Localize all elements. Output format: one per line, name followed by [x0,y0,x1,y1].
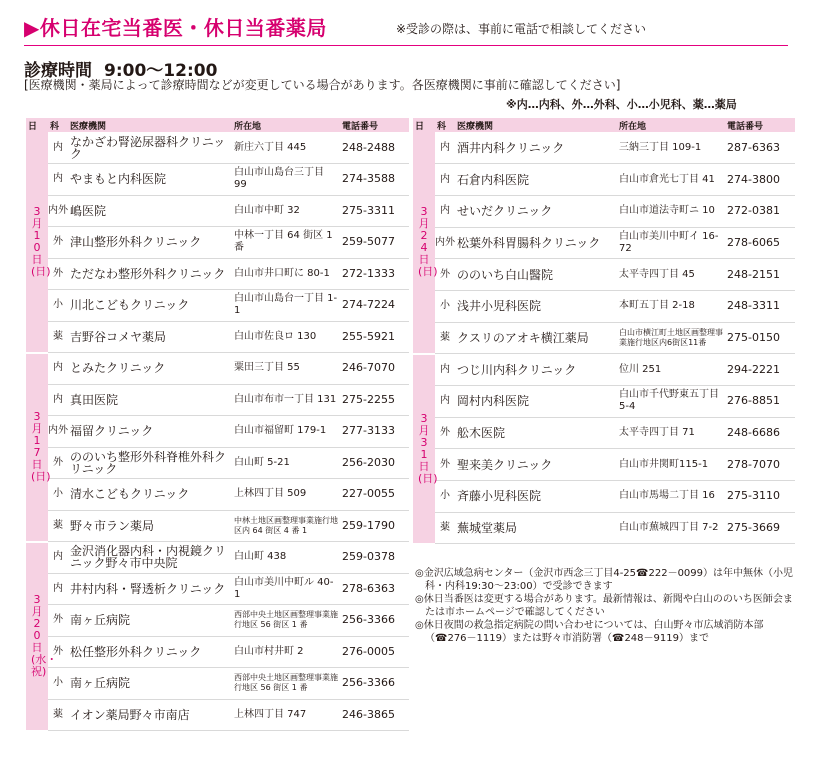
table-row [413,354,795,386]
facility-name: 清水こどもクリニック [68,479,232,511]
address-cell: 白山町 438 [232,542,340,574]
address-cell: 太平寺四丁目 71 [617,417,725,449]
facility-name: つじ川内科クリニック [455,354,617,386]
phone-number: 255-5921 [340,321,409,353]
table-row [26,164,409,196]
facility-name: 石倉内科医院 [455,164,617,196]
dept-cell: 外 [435,259,455,291]
table-row [26,668,409,700]
table-row [26,447,409,479]
phone-number: 256-3366 [340,605,409,637]
table-row [26,384,409,416]
dept-cell: 内 [48,353,68,385]
phone-number: 227-0055 [340,479,409,511]
phone-number: 272-1333 [340,258,409,290]
footer-note: ◎金沢広域急病センター（金沢市西念三丁目4-25☎222－0099）は年中無休（小児科・内科19:30～23:00）で受診できます [415,568,794,592]
col-address: 所在地 [232,118,340,132]
date-cell [413,354,438,544]
address-cell: 白山市蕪城四丁目 7-2 [617,512,725,544]
facility-name: 嶋医院 [68,195,232,227]
schedule-table-left [26,118,409,732]
dept-cell: 内 [48,384,68,416]
phone-number: 274-3588 [340,164,409,196]
phone-number: 275-2255 [340,384,409,416]
facility-name: 川北こどもクリニック [68,290,232,322]
phone-number: 294-2221 [725,354,795,386]
dept-cell: 内 [435,164,455,196]
table-row [26,290,409,322]
dept-cell: 外 [435,449,455,481]
dept-cell: 内 [435,354,455,386]
facility-name: 岡村内科医院 [455,386,617,418]
date-label: 3月31日(日) [418,411,438,485]
dept-cell: 内 [435,132,455,164]
table-row [413,322,795,354]
change-notice: [医療機関・薬局によって診療時間などが変更している場合があります。各医療機関に事前に確認してください] [24,78,621,92]
page-title: ▶休日在宅当番医・休日当番薬局 [24,16,327,40]
phone-number: 259-0378 [340,542,409,574]
col-facility: 医療機関 [68,118,232,132]
dept-cell: 内 [48,573,68,605]
address-cell: 白山市千代野東五丁目 5-4 [617,386,725,418]
page-header [24,12,794,52]
facility-name: 舩木医院 [455,417,617,449]
phone-number: 276-0005 [340,636,409,668]
dept-cell: 内 [435,386,455,418]
phone-number: 278-6065 [725,227,795,259]
address-cell: 上林四丁目 747 [232,699,340,731]
dept-cell: 薬 [48,510,68,542]
address-cell: 白山市横江町土地区画整理事業施行地区内6街区11番 [617,322,725,354]
dept-cell: 小 [48,668,68,700]
col-dept: 科 [48,118,68,132]
address-cell: 中林一丁目 64 街区 1 番 [232,227,340,259]
address-cell: 白山市中町 32 [232,195,340,227]
phone-number: 248-3311 [725,290,795,322]
table-row [413,195,795,227]
address-cell: 白山市佐良ロ 130 [232,321,340,353]
table-row [26,258,409,290]
facility-name: ののいち白山醫院 [455,259,617,291]
address-cell: 位川 251 [617,354,725,386]
phone-number: 256-2030 [340,447,409,479]
hours-time: 9:00～12:00 [104,61,218,81]
address-cell: 白山市倉光七丁目 41 [617,164,725,196]
dept-cell: 外 [48,636,68,668]
table-row [26,195,409,227]
table-row [413,164,795,196]
table-row [26,605,409,637]
dept-cell: 外 [48,447,68,479]
table-row [413,227,795,259]
table-header-row [26,118,409,132]
facility-name: 蕪城堂薬局 [455,512,617,544]
phone-number: 275-3311 [340,195,409,227]
address-cell: 中林土地区画整理事業施行地区内 64 街区 4 番 1 [232,510,340,542]
facility-name: ののいち整形外科脊椎外科クリニック [68,447,232,479]
table-header-row [413,118,795,132]
phone-number: 248-2151 [725,259,795,291]
address-cell: 白山市井関町115-1 [617,449,725,481]
address-cell: 白山町 5-21 [232,447,340,479]
dept-cell: 小 [48,290,68,322]
table-row [26,132,409,164]
table-row [413,417,795,449]
facility-name: せいだクリニック [455,195,617,227]
phone-number: 246-3865 [340,699,409,731]
table-row [26,636,409,668]
facility-name: 真田医院 [68,384,232,416]
dept-cell: 外 [48,605,68,637]
table-row [413,449,795,481]
table-row [26,353,409,385]
col-day: 日 [413,118,435,132]
phone-number: 278-7070 [725,449,795,481]
table-row [26,542,409,574]
address-cell: 本町五丁目 2-18 [617,290,725,322]
phone-number: 248-2488 [340,132,409,164]
consult-note: ※受診の際は、事前に電話で相談してください [396,22,647,36]
phone-number: 248-6686 [725,417,795,449]
address-cell: 白山市布市一丁目 131 [232,384,340,416]
facility-name: 松任整形外科クリニック [68,636,232,668]
col-day: 日 [26,118,48,132]
facility-name: 福留クリニック [68,416,232,448]
table-row [413,259,795,291]
facility-name: 斉藤小児科医院 [455,481,617,513]
hours-label: 診療時間 [24,61,92,81]
phone-number: 275-0150 [725,322,795,354]
table-row [413,290,795,322]
address-cell: 白山市井口町に 80-1 [232,258,340,290]
facility-name: とみたクリニック [68,353,232,385]
phone-number: 276-8851 [725,386,795,418]
dept-cell: 薬 [48,699,68,731]
dept-cell: 薬 [435,322,455,354]
facility-name: 井村内科・腎透析クリニック [68,573,232,605]
table-row [413,512,795,544]
address-cell: 白山市山島台一丁目 1-1 [232,290,340,322]
footer-notes [415,567,795,645]
footer-note: ◎休日夜間の救急指定病院の問い合わせについては、白山野々市広域消防本部（☎276－1119）または野々市消防署（☎248－9119）まで [415,620,764,644]
facility-name: 酒井内科クリニック [455,132,617,164]
address-cell: 白山市美川中町ル 40-1 [232,573,340,605]
facility-name: ただなわ整形外科クリニック [68,258,232,290]
dept-cell: 内 [48,132,68,164]
phone-number: 287-6363 [725,132,795,164]
facility-name: クスリのアオキ横江薬局 [455,322,617,354]
phone-number: 272-0381 [725,195,795,227]
table-row [413,481,795,513]
phone-number: 259-1790 [340,510,409,542]
table-row [26,510,409,542]
address-cell: 西部中央土地区画整理事業施行地区 56 街区 1 番 [232,668,340,700]
address-cell: 白山市馬場二丁目 16 [617,481,725,513]
table-row [26,416,409,448]
address-cell: 三納三丁目 109-1 [617,132,725,164]
facility-name: 津山整形外科クリニック [68,227,232,259]
facility-name: 野々市ラン薬局 [68,510,232,542]
phone-number: 274-3800 [725,164,795,196]
phone-number: 274-7224 [340,290,409,322]
date-label: 3月10日(日) [31,204,51,278]
table-row [26,699,409,731]
table-row [26,573,409,605]
dept-cell: 外 [48,227,68,259]
col-phone: 電話番号 [725,118,795,132]
schedule-table-right [413,118,795,545]
dept-cell: 内 [48,164,68,196]
address-cell: 粟田三丁目 55 [232,353,340,385]
phone-number: 275-3110 [725,481,795,513]
facility-name: 吉野谷コメヤ薬局 [68,321,232,353]
address-cell: 西部中央土地区画整理事業施行地区 56 街区 1 番 [232,605,340,637]
date-cell [26,542,58,731]
date-label: 3月20日(水・祝) [31,593,58,678]
footer-note: ◎休日当番医は変更する場合があります。最新情報は、新聞や白山ののいち医師会または市ホームページで確認してください [415,594,793,618]
dept-cell: 外 [435,417,455,449]
dept-cell: 小 [435,290,455,322]
table-row [413,132,795,164]
date-label: 3月24日(日) [418,205,438,279]
facility-name: 松葉外科胃腸科クリニック [455,227,617,259]
phone-number: 259-5077 [340,227,409,259]
table-row [26,321,409,353]
table-row [26,227,409,259]
header-rule [24,45,788,46]
phone-number: 246-7070 [340,353,409,385]
col-phone: 電話番号 [340,118,409,132]
phone-number: 256-3366 [340,668,409,700]
dept-cell: 薬 [48,321,68,353]
facility-name: やまもと内科医院 [68,164,232,196]
date-label: 3月17日(日) [31,410,51,483]
address-cell: 新庄六丁目 445 [232,132,340,164]
phone-number: 275-3669 [725,512,795,544]
col-dept: 科 [435,118,455,132]
facility-name: イオン薬局野々市南店 [68,699,232,731]
address-cell: 白山市美川中町イ 16-72 [617,227,725,259]
table-row [413,386,795,418]
facility-name: 南ヶ丘病院 [68,668,232,700]
address-cell: 白山市山島台三丁目 99 [232,164,340,196]
date-cell [413,132,438,354]
dept-cell: 内外 [435,227,455,259]
col-facility: 医療機関 [455,118,617,132]
col-address: 所在地 [617,118,725,132]
facility-name: なかざわ腎泌尿器科クリニック [68,132,232,164]
facility-name: 金沢消化器内科・内視鏡クリニック野々市中央院 [68,542,232,574]
address-cell: 白山市福留町 179-1 [232,416,340,448]
dept-legend: ※内…内科、外…外科、小…小児科、薬…薬局 [506,98,737,111]
phone-number: 277-3133 [340,416,409,448]
phone-number: 278-6363 [340,573,409,605]
address-cell: 太平寺四丁目 45 [617,259,725,291]
dept-cell: 内 [435,195,455,227]
address-cell: 上林四丁目 509 [232,479,340,511]
dept-cell: 小 [48,479,68,511]
date-cell [26,132,51,353]
dept-cell: 薬 [435,512,455,544]
table-row [26,479,409,511]
facility-name: 聖来美クリニック [455,449,617,481]
dept-cell: 内外 [48,195,68,227]
dept-cell: 小 [435,481,455,513]
dept-cell: 内 [48,542,68,574]
facility-name: 南ヶ丘病院 [68,605,232,637]
facility-name: 浅井小児科医院 [455,290,617,322]
address-cell: 白山市村井町 2 [232,636,340,668]
dept-cell: 内外 [48,416,68,448]
date-cell [26,353,51,542]
address-cell: 白山市道法寺町ニ 10 [617,195,725,227]
dept-cell: 外 [48,258,68,290]
